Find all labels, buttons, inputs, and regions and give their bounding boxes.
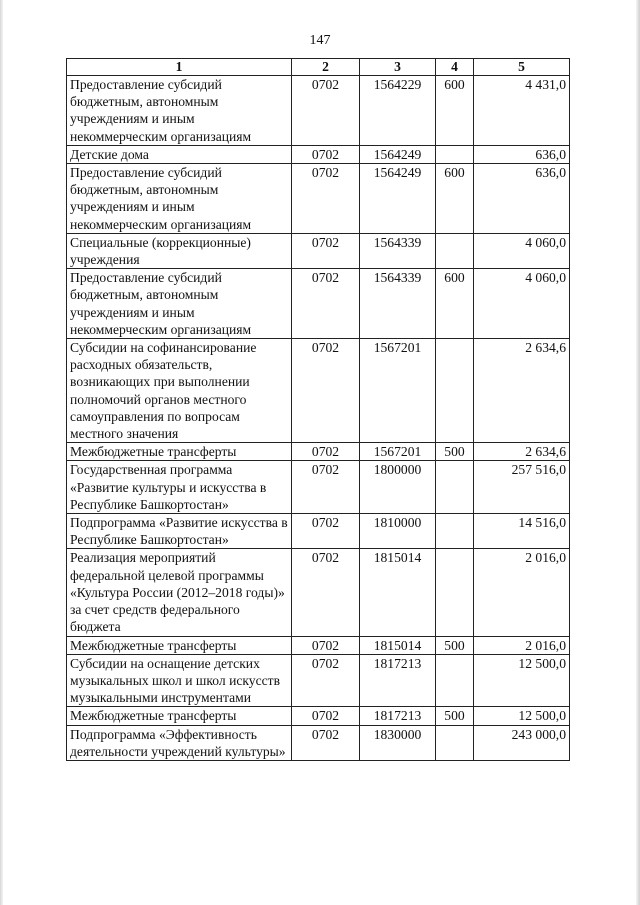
row-amount: 2 634,6 — [474, 339, 570, 443]
row-amount: 257 516,0 — [474, 461, 570, 514]
table-row — [67, 514, 570, 549]
row-type — [436, 514, 474, 549]
row-amount: 12 500,0 — [474, 654, 570, 707]
row-amount: 12 500,0 — [474, 707, 570, 725]
row-section: 0702 — [292, 233, 360, 268]
row-name: Подпрограмма «Эффективность деятельности учреждений культуры» — [67, 725, 292, 760]
page-number: 147 — [309, 33, 331, 48]
scan-edge-left — [0, 0, 3, 905]
header-col-5: 5 — [474, 59, 570, 76]
row-target: 1815014 — [360, 636, 436, 654]
row-name: Реализация мероприятий федеральной целевой программы «Культура России (2012–2018 годы)» за счет средств федерального бюджета — [67, 549, 292, 636]
table-row — [67, 233, 570, 268]
row-target: 1800000 — [360, 461, 436, 514]
row-target: 1564339 — [360, 233, 436, 268]
row-section: 0702 — [292, 269, 360, 339]
table-row — [67, 461, 570, 514]
row-target: 1564249 — [360, 145, 436, 163]
row-section: 0702 — [292, 461, 360, 514]
row-name: Детские дома — [67, 145, 292, 163]
row-amount: 4 060,0 — [474, 233, 570, 268]
row-target: 1567201 — [360, 443, 436, 461]
row-section: 0702 — [292, 443, 360, 461]
row-section: 0702 — [292, 636, 360, 654]
row-amount: 636,0 — [474, 145, 570, 163]
scan-edge-right — [636, 0, 640, 905]
table-row — [67, 443, 570, 461]
row-type: 600 — [436, 76, 474, 146]
row-type: 500 — [436, 443, 474, 461]
row-section: 0702 — [292, 514, 360, 549]
table-header-row — [67, 59, 570, 76]
table-row — [67, 707, 570, 725]
table-row — [67, 145, 570, 163]
row-amount: 2 016,0 — [474, 549, 570, 636]
row-target: 1810000 — [360, 514, 436, 549]
row-amount: 14 516,0 — [474, 514, 570, 549]
row-name: Предоставление субсидий бюджетным, автономным учреждениям и иным некоммерческим организациям — [67, 76, 292, 146]
row-type: 600 — [436, 269, 474, 339]
table-row — [67, 549, 570, 636]
row-name: Субсидии на софинансирование расходных обязательств, возникающих при выполнении полномочий органов местного самоуправления по вопросам местного значения — [67, 339, 292, 443]
row-target: 1817213 — [360, 654, 436, 707]
row-name: Специальные (коррекционные) учреждения — [67, 233, 292, 268]
row-section: 0702 — [292, 707, 360, 725]
row-amount: 2 016,0 — [474, 636, 570, 654]
header-col-1: 1 — [67, 59, 292, 76]
row-type — [436, 461, 474, 514]
row-type — [436, 233, 474, 268]
row-section: 0702 — [292, 549, 360, 636]
row-type — [436, 725, 474, 760]
row-target: 1567201 — [360, 339, 436, 443]
row-name: Субсидии на оснащение детских музыкальных школ и школ искусств музыкальными инструментами — [67, 654, 292, 707]
row-type: 600 — [436, 164, 474, 234]
row-section: 0702 — [292, 76, 360, 146]
table-row — [67, 725, 570, 760]
budget-table — [66, 58, 570, 761]
row-name: Государственная программа «Развитие культуры и искусства в Республике Башкортостан» — [67, 461, 292, 514]
row-section: 0702 — [292, 725, 360, 760]
row-name: Предоставление субсидий бюджетным, автономным учреждениям и иным некоммерческим организациям — [67, 269, 292, 339]
row-name: Подпрограмма «Развитие искусства в Республике Башкортостан» — [67, 514, 292, 549]
row-type — [436, 339, 474, 443]
row-target: 1564339 — [360, 269, 436, 339]
header-col-3: 3 — [360, 59, 436, 76]
row-amount: 636,0 — [474, 164, 570, 234]
row-amount: 2 634,6 — [474, 443, 570, 461]
row-type — [436, 549, 474, 636]
table-row — [67, 164, 570, 234]
table-row — [67, 339, 570, 443]
header-col-2: 2 — [292, 59, 360, 76]
row-type — [436, 654, 474, 707]
row-target: 1830000 — [360, 725, 436, 760]
row-section: 0702 — [292, 145, 360, 163]
row-section: 0702 — [292, 164, 360, 234]
row-type — [436, 145, 474, 163]
row-name: Межбюджетные трансферты — [67, 707, 292, 725]
row-section: 0702 — [292, 339, 360, 443]
table-row — [67, 269, 570, 339]
row-target: 1815014 — [360, 549, 436, 636]
row-section: 0702 — [292, 654, 360, 707]
row-target: 1817213 — [360, 707, 436, 725]
row-target: 1564249 — [360, 164, 436, 234]
row-type: 500 — [436, 707, 474, 725]
row-amount: 243 000,0 — [474, 725, 570, 760]
header-col-4: 4 — [436, 59, 474, 76]
table-row — [67, 636, 570, 654]
table-row — [67, 76, 570, 146]
table-row — [67, 654, 570, 707]
row-type: 500 — [436, 636, 474, 654]
row-name: Межбюджетные трансферты — [67, 443, 292, 461]
row-amount: 4 060,0 — [474, 269, 570, 339]
row-name: Предоставление субсидий бюджетным, автономным учреждениям и иным некоммерческим организациям — [67, 164, 292, 234]
row-amount: 4 431,0 — [474, 76, 570, 146]
row-target: 1564229 — [360, 76, 436, 146]
row-name: Межбюджетные трансферты — [67, 636, 292, 654]
